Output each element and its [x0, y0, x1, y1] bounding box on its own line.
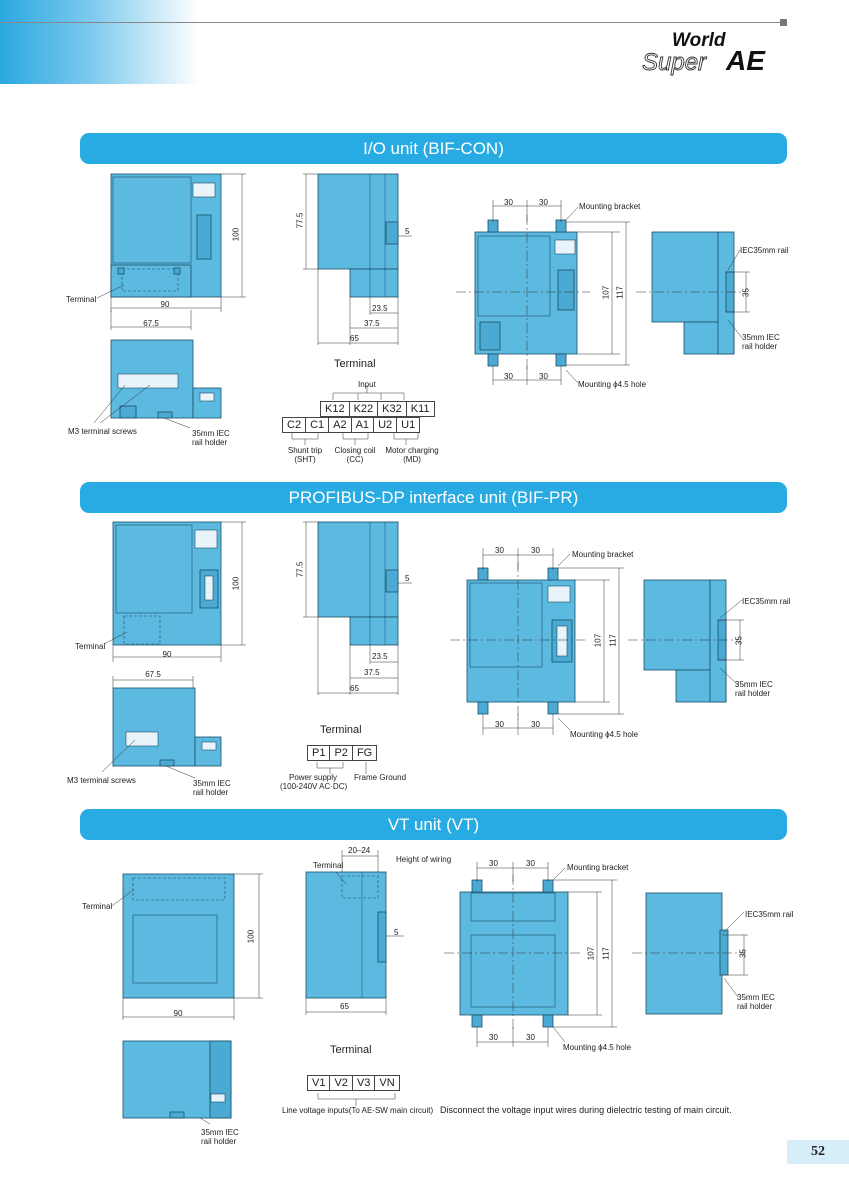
- vt-mounting-hole-label: Mounting ϕ4.5 hole: [563, 1043, 632, 1052]
- vt-dim-117: 117: [601, 947, 611, 960]
- section-title-io-unit: I/O unit (BIF-CON): [80, 133, 787, 164]
- io-dim-65: 65: [350, 334, 359, 343]
- io-dim-117: 117: [615, 286, 625, 299]
- pr-bottom-view: [113, 688, 221, 766]
- vt-dim-20-24: 20–24: [348, 846, 371, 855]
- pr-mounting-hole-label: Mounting ϕ4.5 hole: [570, 730, 639, 739]
- io-terminal-label: Terminal: [66, 295, 97, 304]
- pr-terminal-cell: P1: [308, 746, 330, 761]
- svg-text:World: World: [672, 30, 726, 51]
- io-dim-mount-30d: 30: [539, 372, 548, 381]
- vt-side-view: [306, 872, 386, 998]
- vt-terminal-block: [307, 1075, 400, 1091]
- pr-dim-mount-30d: 30: [531, 720, 540, 729]
- vt-mounting-view: [460, 880, 568, 1027]
- vt-terminal-cell: VN: [375, 1076, 399, 1091]
- pr-note-frame-ground: Frame Ground: [354, 773, 407, 782]
- io-front-view: [111, 174, 221, 297]
- io-dim-35: 35: [741, 288, 751, 297]
- section-title-profibus-unit: PROFIBUS-DP interface unit (BIF-PR): [80, 482, 787, 513]
- vt-bottom-view: [123, 1041, 231, 1118]
- io-rail-holder-label: 35mm IEC rail holder: [192, 429, 230, 447]
- io-dim-23-5: 23.5: [372, 304, 388, 313]
- svg-text:AE: AE: [726, 45, 765, 76]
- page-number: 52: [787, 1140, 849, 1164]
- vt-iec-rail-label: IEC35mm rail: [745, 910, 794, 919]
- vt-terminal-cell: V1: [308, 1076, 330, 1091]
- vt-rail-holder2-label: 35mm IEC rail holder: [737, 993, 775, 1011]
- vt-terminal-cell: V2: [330, 1076, 352, 1091]
- io-mounting-view: [475, 220, 577, 366]
- vt-dim-mount-30a: 30: [489, 859, 498, 868]
- pr-dim-107: 107: [593, 633, 603, 648]
- vt-dim-width-90: 90: [173, 1009, 183, 1018]
- io-note-closing-coil: Closing coil (CC): [334, 446, 376, 464]
- pr-dim-5: 5: [405, 574, 410, 583]
- io-terminal-cell: K32: [378, 402, 407, 417]
- pr-iec-rail-label: IEC35mm rail: [742, 597, 791, 606]
- io-m3-screws-label: M3 terminal screws: [68, 427, 137, 436]
- pr-terminal-cell: P2: [330, 746, 352, 761]
- io-terminal-cell: A2: [329, 418, 351, 433]
- io-terminal-cell: K22: [349, 402, 378, 417]
- pr-rail-holder2-label: 35mm IEC rail holder: [735, 680, 773, 698]
- pr-note-power-supply: Power supply (100-240V AC·DC): [280, 773, 348, 791]
- pr-terminal-title: Terminal: [320, 724, 362, 736]
- io-note-motor-charging: Motor charging (MD): [385, 446, 439, 464]
- io-dim-height-100: 100: [231, 227, 241, 242]
- pr-front-view: [113, 522, 221, 645]
- io-input-label: Input: [358, 380, 376, 389]
- io-dim-mount-30a: 30: [504, 198, 513, 207]
- svg-text:Super: Super: [642, 49, 707, 76]
- pr-mounting-bracket-label: Mounting bracket: [572, 550, 634, 559]
- pr-terminal-cell: FG: [352, 746, 376, 761]
- io-dim-77-5: 77.5: [295, 212, 305, 229]
- io-side-view: [318, 174, 398, 297]
- io-terminal-cell: C2: [283, 418, 306, 433]
- io-mounting-bracket-label: Mounting bracket: [579, 202, 641, 211]
- io-dim-37-5: 37.5: [364, 319, 380, 328]
- vt-terminal-note: Line voltage inputs(To AE-SW main circuit): [282, 1106, 434, 1115]
- io-terminal-cell: U1: [397, 418, 420, 433]
- io-iec-rail-label: IEC35mm rail: [740, 246, 789, 255]
- pr-dim-mount-30a: 30: [495, 546, 504, 555]
- vt-mounting-bracket-label: Mounting bracket: [567, 863, 629, 872]
- io-terminal-block-input: [320, 401, 435, 417]
- pr-rail-holder-label: 35mm IEC rail holder: [193, 779, 231, 797]
- io-dim-mount-30b: 30: [539, 198, 548, 207]
- vt-dim-107: 107: [586, 946, 596, 961]
- vt-dim-mount-30c: 30: [489, 1033, 498, 1042]
- io-note-shunt-trip: Shunt trip (SHT): [287, 446, 323, 464]
- pr-dim-width-90: 90: [162, 650, 172, 659]
- io-dim-width-90: 90: [160, 300, 170, 309]
- vt-terminal-cell: V3: [352, 1076, 374, 1091]
- io-mounting-hole-label: Mounting ϕ4.5 hole: [578, 380, 647, 389]
- io-dim-107: 107: [601, 285, 611, 300]
- vt-rail-view: [646, 893, 728, 1014]
- pr-mounting-view: [467, 568, 575, 714]
- io-dim-mount-30c: 30: [504, 372, 513, 381]
- vt-front-view: [123, 874, 234, 998]
- io-rail-holder2-label: 35mm IEC rail holder: [742, 333, 780, 351]
- io-dim-width-67-5: 67.5: [143, 319, 159, 328]
- vt-terminal-title: Terminal: [330, 1044, 372, 1056]
- pr-m3-screws-label: M3 terminal screws: [67, 776, 136, 785]
- vt-rail-holder-label: 35mm IEC rail holder: [201, 1128, 239, 1146]
- pr-dim-mount-30c: 30: [495, 720, 504, 729]
- section-title-vt-unit: VT unit (VT): [80, 809, 787, 840]
- io-dim-5: 5: [405, 227, 410, 236]
- pr-dim-77-5: 77.5: [295, 561, 305, 578]
- io-terminal-cell: U2: [374, 418, 397, 433]
- pr-dim-23-5: 23.5: [372, 652, 388, 661]
- pr-dim-37-5: 37.5: [364, 668, 380, 677]
- vt-warning-note: Disconnect the voltage input wires during dielectric testing of main circuit.: [440, 1105, 732, 1115]
- vt-dim-5: 5: [394, 928, 399, 937]
- io-terminal-cell: C1: [306, 418, 329, 433]
- io-terminal-title: Terminal: [334, 358, 376, 370]
- io-rail-view: [652, 232, 734, 354]
- pr-dim-mount-30b: 30: [531, 546, 540, 555]
- pr-dim-65: 65: [350, 684, 359, 693]
- pr-side-view: [318, 522, 398, 645]
- pr-dim-35: 35: [734, 636, 744, 645]
- vt-dim-mount-30d: 30: [526, 1033, 535, 1042]
- pr-dim-height-100: 100: [231, 576, 241, 591]
- io-terminal-block-output: [282, 417, 420, 433]
- pr-terminal-label: Terminal: [75, 642, 106, 651]
- vt-dim-65: 65: [340, 1002, 349, 1011]
- pr-dim-117: 117: [608, 634, 618, 647]
- io-terminal-cell: K11: [406, 402, 434, 417]
- pr-terminal-block: [307, 745, 377, 761]
- vt-dim-height-100: 100: [246, 929, 256, 944]
- pr-rail-view: [644, 580, 726, 702]
- vt-dim-35: 35: [738, 949, 748, 958]
- io-terminal-cell: A1: [351, 418, 373, 433]
- vt-side-terminal-label: Terminal: [313, 861, 344, 870]
- vt-terminal-label: Terminal: [82, 902, 113, 911]
- io-bottom-view: [111, 340, 221, 418]
- vt-height-wiring-label: Height of wiring: [396, 855, 452, 864]
- pr-dim-width-67-5: 67.5: [145, 670, 161, 679]
- io-terminal-cell: K12: [321, 402, 350, 417]
- vt-dim-mount-30b: 30: [526, 859, 535, 868]
